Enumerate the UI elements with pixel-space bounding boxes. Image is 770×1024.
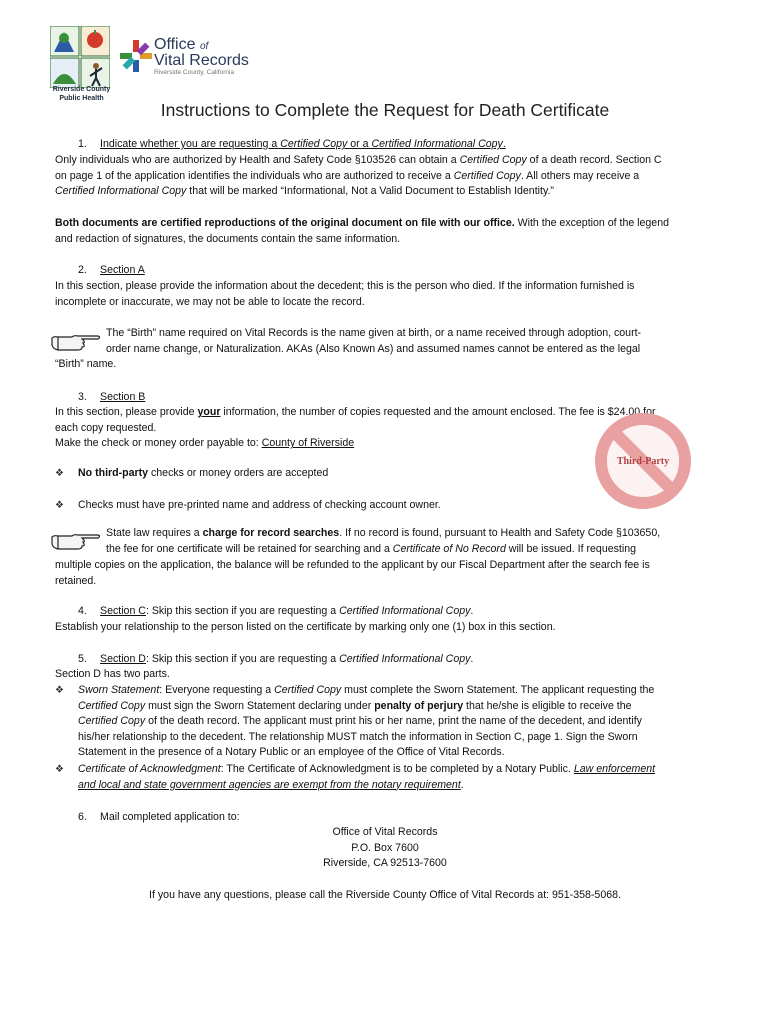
s5-b1-b: Certified Copy [274, 684, 342, 696]
s1-p1-a: Only individuals who are authorized by Health and Safety Code §103526 can obtain a [55, 154, 460, 166]
s5-b1-d: Certified Copy [78, 699, 146, 712]
section-2-paragraph [55, 279, 717, 310]
s3-n2-c: will be issued. If requesting [505, 542, 636, 555]
section-4-number: 4. [78, 605, 87, 617]
vital-records-logo [118, 36, 258, 80]
s5-b1-g: that he/she is eligible to receive the [463, 699, 632, 712]
section-1-number: 1. [78, 138, 87, 150]
s1-h-cc: Certified Copy [280, 138, 348, 150]
section-3-number: 3. [78, 391, 87, 403]
s4-h-end: . [470, 605, 474, 617]
ovr-of: of [199, 41, 209, 52]
s5-b1-f: penalty of perjury [374, 699, 464, 712]
address-line-3: Riverside, CA 92513-7600 [323, 857, 447, 870]
s3-p2: each copy requested. [55, 421, 157, 434]
s3-p3-b: County of Riverside [261, 437, 355, 450]
s1-p1-g: Certified Informational Copy [55, 185, 187, 198]
vital-records-logo-icon [118, 36, 154, 76]
address-line-1: Office of Vital Records [332, 826, 438, 838]
s2-note1: The “Birth” name required on Vital Records is the name given at birth, or a name received through adoption, court- [106, 327, 642, 339]
contact-footer: If you have any questions, please call the Riverside County Office of Vital Records at: 951-358-5068. [149, 889, 621, 901]
s3-n2-b: Certificate of No Record [392, 542, 506, 555]
section-1-paragraph-2 [55, 216, 717, 247]
section-6-number: 6. [78, 811, 87, 823]
section-4-paragraph: Establish your relationship to the person listed on the certificate by marking only one (1) box in this section. [55, 621, 556, 633]
no-third-party-stamp [594, 412, 692, 510]
s3-b2: Checks must have pre-printed name and address of checking account owner. [78, 499, 441, 511]
s1-p1-c: of a death record. Section C [526, 154, 662, 166]
org-line1: Riverside County [52, 86, 111, 93]
s2-p1: In this section, please provide the information about the decedent; this is the person who died. If the information furnished is [55, 280, 635, 292]
s1-p2-bold: Both documents are certified reproductions of the original document on file with our office. [55, 217, 515, 229]
s1-p1-b: Certified Copy [459, 154, 527, 166]
search-fee-note-a [106, 526, 716, 557]
section-1-heading [100, 137, 506, 153]
s5-b1-c: must complete the Sworn Statement. The applicant requesting the [341, 684, 655, 696]
s5-h-end: . [470, 653, 474, 665]
s5-b1-e: must sign the Sworn Statement declaring under [145, 699, 375, 712]
diamond-bullet-icon: ❖ [55, 500, 64, 511]
s3-n1-b: charge for record searches [202, 527, 340, 539]
section-5-paragraph: Section D has two parts. [55, 668, 170, 680]
s1-p1-e: Certified Copy [453, 169, 521, 182]
s1-p1-h: that will be marked “Informational, Not a Valid Document to Establish Identity.” [186, 185, 554, 198]
ovr-sub: Riverside County, California [154, 69, 235, 76]
section-2-heading: Section A [100, 264, 145, 276]
org-line2: Public Health [59, 94, 104, 102]
pointing-hand-icon-svg [50, 332, 102, 352]
s5-b2-b: Law enforcement [573, 763, 656, 775]
s3-b1-rest: checks or money orders are accepted [148, 467, 329, 479]
diamond-bullet-icon: ❖ [55, 468, 64, 479]
section-5-heading: Section D [100, 653, 146, 665]
s1-h-or: or a [347, 138, 372, 150]
s1-h-end: . [502, 138, 506, 150]
riverside-county-logo-icon [50, 26, 110, 88]
birth-name-note-a [106, 326, 716, 357]
s5-b1-k: Statement in the presence of a Notary Public or an employee of the Office of Vital Records. [78, 746, 505, 759]
mailing-address [0, 825, 770, 872]
s2-note2: order name change, or Naturalization. AKAs (Also Known As) and assumed names cannot be entered as the legal [106, 342, 641, 355]
page-title: Instructions to Complete the Request for Death Certificate [160, 100, 610, 120]
s5-b2-d: . [460, 778, 464, 791]
s3-n1-c: . If no record is found, pursuant to Health and Safety Code §103650, [339, 527, 661, 539]
section-1-paragraph [55, 153, 717, 200]
search-fee-note-b [55, 558, 717, 589]
s3-b1-bold: No third-party [78, 467, 149, 479]
section-3-heading: Section B [100, 391, 146, 403]
s5-b1-h: Certified Copy [78, 715, 146, 728]
s1-p1-f: . All others may receive a [520, 169, 640, 182]
diamond-bullet-icon: ❖ [55, 764, 64, 775]
s5-h-i: Certified Informational Copy [339, 653, 471, 665]
s5-b1-a: : Everyone requesting a [159, 684, 275, 696]
s3-n2-a: the fee for one certificate will be retained for searching and a [106, 542, 393, 555]
pointing-hand-icon [50, 531, 102, 551]
s3-p1-c: information, the number of copies requested and the amount enclosed. The fee is $24.00 for [220, 406, 656, 418]
s3-n4: retained. [55, 574, 97, 587]
pointing-hand-icon [50, 332, 102, 352]
s5-h-rest: : Skip this section if you are requesting a [145, 653, 340, 665]
s5-b2-title: Certificate of Acknowledgment [78, 763, 221, 775]
s3-n1-a: State law requires a [106, 527, 203, 539]
s5-b1-j: his/her relationship to the decedent. The relationship MUST match the information in Section C, page 1. Sign the Sworn [78, 730, 638, 743]
pointing-hand-icon-svg [50, 531, 102, 551]
s5-b1-title: Sworn Statement [78, 684, 160, 696]
s2-p2: incomplete or inaccurate, we may not be able to locate the record. [55, 295, 365, 308]
s3-p1-a: In this section, please provide [55, 406, 198, 418]
diamond-bullet-icon: ❖ [55, 685, 64, 696]
s1-p1-d: on page 1 of the application identifies the individuals who are authorized to receive a [55, 169, 454, 182]
section-6-heading: Mail completed application to: [100, 811, 240, 823]
s1-h-pre: Indicate whether you are requesting a [100, 138, 281, 150]
address-line-2: P.O. Box 7600 [351, 841, 419, 854]
s3-n3: multiple copies on the application, the balance will be refunded to the applicant by our Fiscal Department after the search fee is [55, 559, 650, 571]
s1-p2-rest: With the exception of the legend [514, 217, 669, 229]
s4-h-rest: : Skip this section if you are requesting a [145, 605, 340, 617]
riverside-county-logo [50, 26, 110, 88]
birth-name-note-b: “Birth” name. [55, 358, 117, 370]
section-4-heading: Section C [100, 605, 146, 617]
s3-p3-a: Make the check or money order payable to: [55, 437, 262, 450]
s3-p1-b: your [197, 406, 221, 418]
s1-h-ci: Certified Informational Copy [371, 138, 503, 150]
stamp-label: Third-Party [616, 456, 670, 467]
s5-b2-c: and local and state government agencies are exempt from the notary requirement [78, 778, 461, 791]
section-2-number: 2. [78, 264, 87, 276]
ovr-vital-records: Vital Records [154, 52, 249, 69]
section-5-number: 5. [78, 653, 87, 665]
s1-p2-line2: and redaction of signatures, the documents contain the same information. [55, 232, 401, 245]
s5-b1-i: of the death record. The applicant must print his or her name, print the name of the decedent, and identify [145, 715, 642, 728]
s4-h-i: Certified Informational Copy [339, 605, 471, 617]
ovr-office: Office [154, 36, 196, 53]
s5-b2-a: : The Certificate of Acknowledgment is to be completed by a Notary Public. [220, 763, 574, 775]
